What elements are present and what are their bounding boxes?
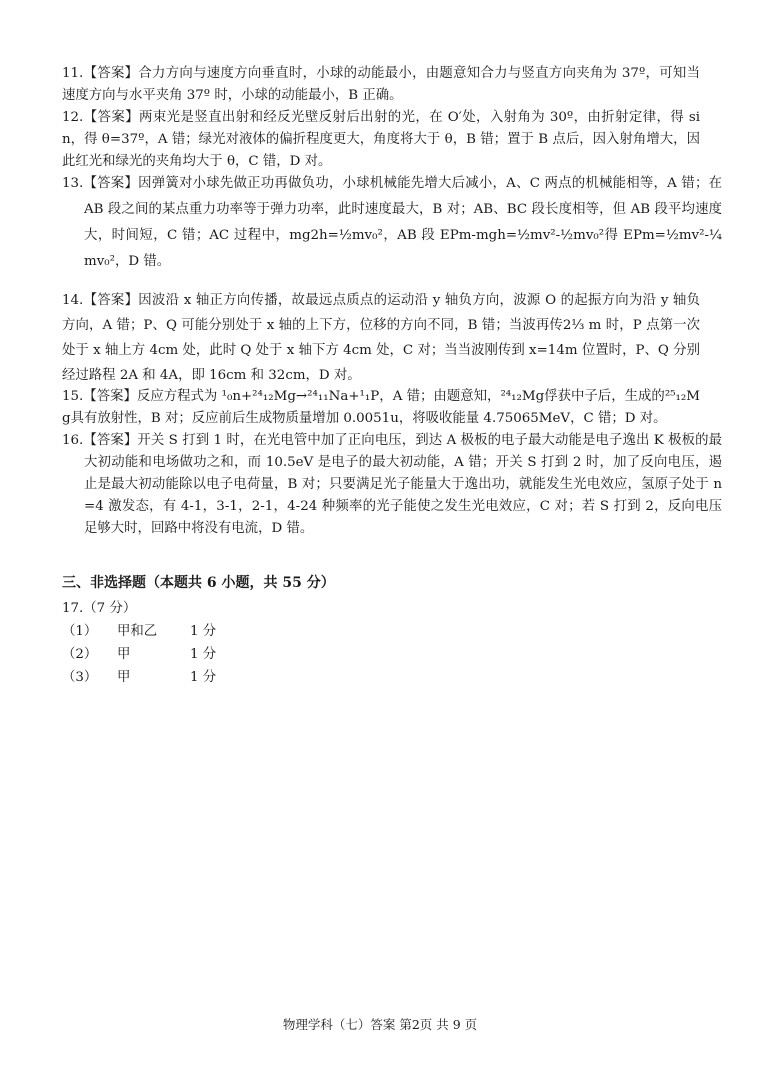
answer-q13: 13.【答案】因弹簧对小球先做正功再做负功，小球机械能先增大后减小，A、C 两点的机械能相等，A 错；在 AB 段之间的某点重力功率等于弹力功率，此时速度最大，B 对；AB、BC 段长度相等，但 AB 段平均速度大，时间短，C 错；AC 过程中，mg2h=½mv₀²，AB 段 EPm-mgh=½mv²-½mv₀²得 EPm=½mv²-¼mv₀²，D 错。: [62, 176, 722, 269]
page-footer: 物理学科（七）答案 第2页 共 9 页: [282, 1017, 478, 1032]
answer-q16: 16.【答案】开关 S 打到 1 时，在光电管中加了正向电压，到达 A 极板的电子最大动能是电子逸出 K 极板的最大初动能和电场做功之和，而 10.5eV 是电子的最大初动能，A 错；开关 S 打到 2 时，加了反向电压，遏止是最大初动能除以电子电荷量，B 对；只要满足光子能量大于逸出功，就能发生光电效应，氢原子处于 n=4 激发态，有 4-1，3-1，2-1，4-24 种频率的光子能使之发生光电效应，C 对；若 S 打到 2，反向电压足够大时，回路中将没有电流，D 错。: [62, 433, 722, 536]
answer-q12: 12.【答案】两束光是竖直出射和经反光壁反射后出射的光，在 O′处，入射角为 30º，由折射定律，得 sin，得 θ=37º，A 错；绿光对液体的偏折程度更大，角度将大于 θ，B 错；置于 B 点后，因入射角增大，因此红光和绿光的夹角均大于 θ，C 错，D 对。: [62, 110, 700, 169]
row-points: 1 分: [190, 624, 217, 639]
row-answer: 甲和乙: [117, 624, 158, 639]
q17-row-1: [62, 620, 322, 642]
row-number: （2）: [62, 647, 98, 662]
q17-header: 17.（7 分）: [62, 601, 137, 616]
row-points: 1 分: [190, 670, 217, 685]
row-number: （1）: [62, 624, 98, 639]
answer-q11: 11.【答案】合力方向与速度方向垂直时，小球的动能最小，由题意知合力与竖直方向夹角为 37º，可知当速度方向与水平夹角 37º 时，小球的动能最小，B 正确。: [62, 66, 700, 103]
row-points: 1 分: [190, 647, 217, 662]
row-answer: 甲: [117, 670, 131, 685]
q17-row-2: [62, 643, 322, 665]
row-number: （3）: [62, 670, 98, 685]
answer-q14: 14.【答案】因波沿 x 轴正方向传播，故最远点质点的运动沿 y 轴负方向，波源 O 的起振方向为沿 y 轴负方向，A 错；P、Q 可能分别处于 x 轴的上下方，位移的方向不同，B 错；当波再传2⅓ m 时，P 点第一次处于 x 轴上方 4cm 处，此时 Q 处于 x 轴下方 4cm 处，C 对；当当波刚传到 x=14m 位置时，P、Q 分别经过路程 2A 和 4A，即 16cm 和 32cm，D 对。: [62, 293, 700, 383]
q17-row-3: [62, 666, 322, 688]
row-answer: 甲: [117, 647, 131, 662]
answer-q15: 15.【答案】反应方程式为 ¹₀n+²⁴₁₂Mg→²⁴₁₁Na+¹₁P，A 错；由题意知，²⁴₁₂Mg俘获中子后，生成的²⁵₁₂Mg具有放射性，B 对；反应前后生成物质量增加 0.0051u，将吸收能量 4.75065MeV，C 错；D 对。: [62, 389, 700, 426]
section-title: 三、非选择题（本题共 6 小题，共 55 分）: [62, 575, 335, 591]
